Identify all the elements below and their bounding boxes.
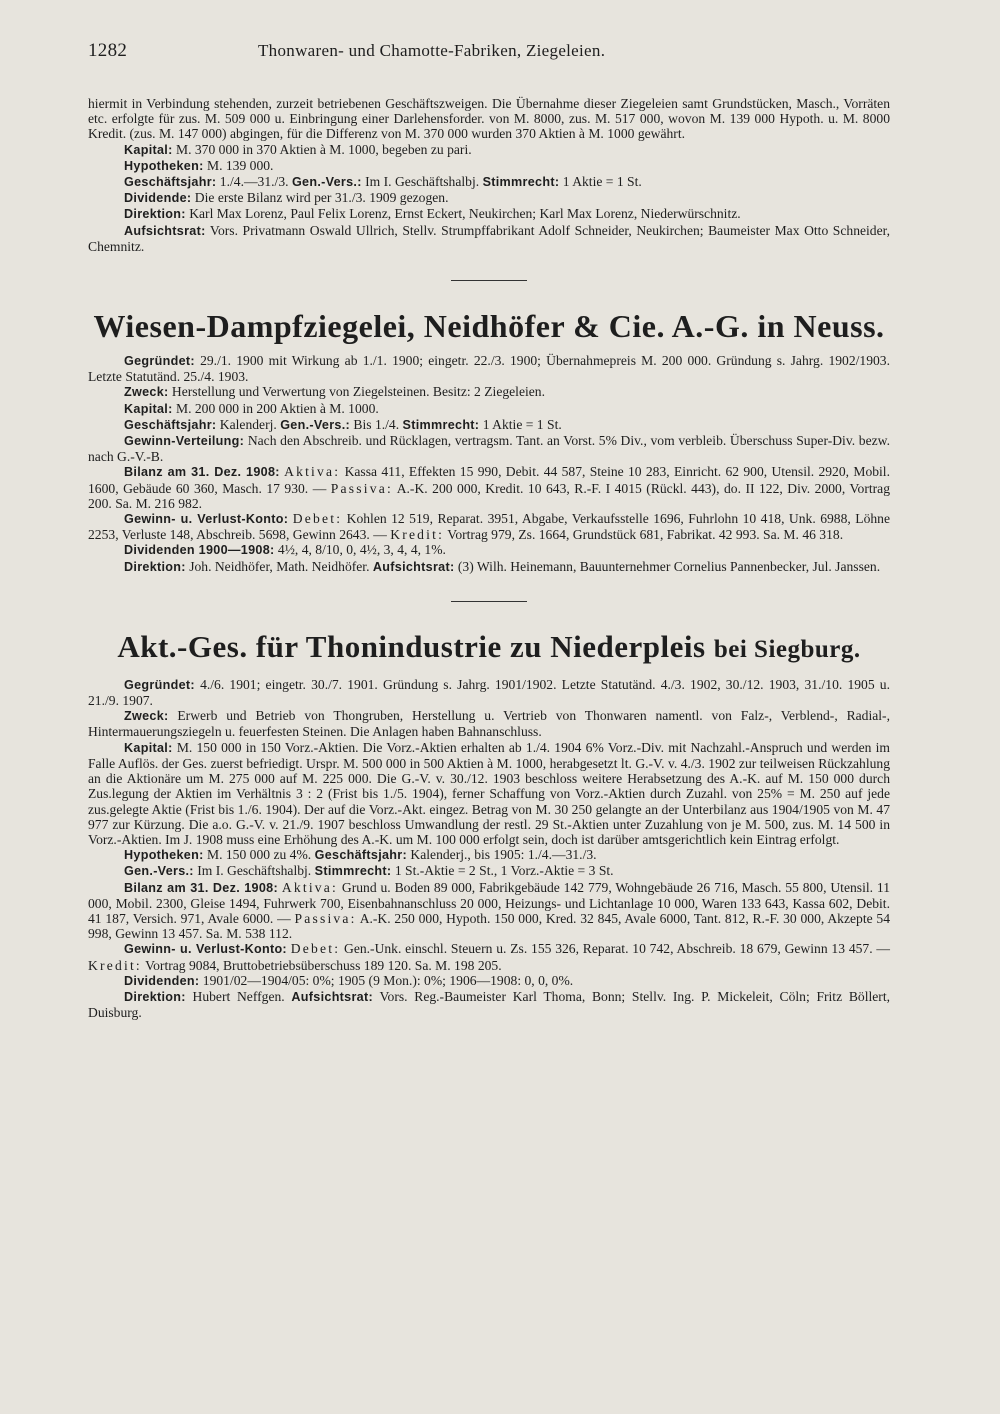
zweck-text: Erwerb und Betrieb von Thongruben, Herstellung u. Vertrieb von Thonwaren namentl. von Falz-, Verblend-, Radial-, Hintermauerungsziegeln u. feuerfesten Steinen. Die Anlagen haben Bahnanschluss.	[88, 708, 890, 740]
debet-text: Gen.-Unk. einschl. Steuern u. Zs. 155 326, Reparat. 10 742, Abschreib. 18 679, Gewinn 13 457. —	[344, 941, 891, 957]
gegruendet-label: Gegründet:	[124, 354, 195, 369]
stimmrecht-label: Stimmrecht:	[402, 417, 480, 432]
bilanz-label: Bilanz am 31. Dez. 1908:	[124, 465, 280, 480]
bilanz-label: Bilanz am 31. Dez. 1908:	[124, 880, 278, 895]
kapital-text: M. 150 000 in 150 Vorz.-Aktien. Die Vorz.-Aktien erhalten ab 1./4. 1904 6% Vorz.-Div. mit Nachzahl.-Anspruch und werden im Falle Auflös. der Ges. zuerst befriedigt. Urspr. M. 500 000 in 500 Aktien à M. 1000, herabgesetzt lt. G.-V. v. 4./3. 1902 zur teilweisen Rückzahlung an die Aktionäre um M. 275 000 auf M. 225 000. Die G.-V. v. 30./12. 1903 beschloss weitere Herabsetzung des A.-K. auf M. 150 000 durch Zus.legung der Aktien im Verhältnis 3 : 2 (Frist bis 1./5. 1904), ferner Schaffung von Vorz.-Aktien durch Zuzahl. von 25% = M. 250 auf jede zus.gelegte Aktie (Frist bis 1./6. 1904). Der auf die Vorz.-Akt. eingez. Betrag von M. 30 250 gelangte an der Unterbilanz aus 1904/1905 von M. 47 977 zur Kürzung. Die a.o. G.-V. v. 21./9. 1907 beschloss Umwandlung der restl. 29 St.-Aktien unter Zuzahlung von je M. 500, zus. M. 14 500 in Vorz.-Aktien. Im J. 1908 muss eine Erhöhung des A.-K. um M. 100 000 erfolgt sein, doch ist darüber amtsgerichtlich kein Eintrag erfolgt.	[88, 739, 890, 847]
zweck-line	[88, 708, 890, 739]
kapital-line	[88, 142, 890, 158]
stimmrecht-label: Stimmrecht:	[482, 175, 560, 190]
aktiva-word: Aktiva:	[284, 464, 341, 480]
guv-line	[88, 941, 890, 972]
kapital-text: M. 370 000 in 370 Aktien à M. 1000, begeben zu pari.	[176, 141, 472, 157]
geschaeftsjahr-label: Geschäftsjahr:	[124, 417, 217, 432]
gewinn-verteilung-line	[88, 433, 890, 464]
direktion-text: Joh. Neidhöfer, Math. Neidhöfer.	[189, 558, 370, 574]
dividende-line	[88, 190, 890, 206]
guv-line	[88, 511, 890, 542]
dividenden-line	[88, 973, 890, 989]
dividenden-label: Dividenden:	[124, 973, 200, 988]
hypotheken-text: M. 139 000.	[206, 157, 274, 173]
kredit-word: Kredit:	[88, 957, 142, 973]
dividenden-label: Dividenden 1900—1908:	[124, 543, 275, 558]
direktion-line	[88, 559, 890, 575]
company-title-main: Akt.-Ges. für Thonindustrie zu Niederpleis	[117, 628, 706, 664]
aktiva-text: Kassa 411, Effekten 15 990, Debit. 44 587, Steine 10 283, Einricht. 62 900, Utensil. 2920, Mobil. 1600, Gebäude 60 360, Masch. 17 930. —	[88, 464, 890, 496]
aktiva-text: Grund u. Boden 89 000, Fabrikgebäude 142 779, Wohngebäude 26 716, Masch. 55 800, Utensil. 11 000, Mobil. 2300, Gleise 1494, Fuhrwerk 700, Eisenbahnanschluss 20 000, Heizungs- und Lichtanlage 10 000, Waren 133 643, Kassa 602, Debit. 41 187, Versich. 971, Avale 6000. —	[88, 879, 890, 926]
geschaeftsjahr-label: Geschäftsjahr:	[124, 175, 217, 190]
stimmrecht-text: 1 Aktie = 1 St.	[482, 416, 562, 432]
zweck-label: Zweck:	[124, 709, 169, 724]
geschaeftsjahr-text: Kalenderj.	[219, 416, 277, 432]
kapital-label: Kapital:	[124, 740, 173, 755]
dividende-text: Die erste Bilanz wird per 31./3. 1909 gezogen.	[194, 190, 449, 206]
geschaeftsjahr-label: Geschäftsjahr:	[314, 848, 407, 863]
company-title-sub: bei Siegburg.	[713, 635, 861, 663]
hypotheken-text: M. 150 000 zu 4%.	[206, 847, 312, 863]
aufsichtsrat-text: Vors. Privatmann Oswald Ullrich, Stellv. Strumpffabrikant Adolf Schneider, Neukirchen; Baumeister Max Otto Schneider, Chemnitz.	[88, 222, 891, 254]
geschaeftsjahr-text: Kalenderj., bis 1905: 1./4.—31./3.	[410, 847, 597, 863]
passiva-word: Passiva:	[330, 480, 393, 496]
kapital-line	[88, 740, 890, 847]
gewinn-verteilung-text: Nach den Abschreib. und Rücklagen, vertragsm. Tant. an Vorst. 5% Div., vom verbleib. Überschuss Super-Div. bezw. nach G.-V.-B.	[88, 433, 890, 465]
direktion-text: Karl Max Lorenz, Paul Felix Lorenz, Ernst Eckert, Neukirchen; Karl Max Lorenz, Niederwürschnitz.	[189, 206, 741, 222]
gen-vers-text: Bis 1./4.	[353, 416, 400, 432]
guv-label: Gewinn- u. Verlust-Konto:	[124, 512, 289, 527]
company-title	[88, 628, 890, 669]
gewinn-verteilung-label: Gewinn-Verteilung:	[124, 434, 245, 449]
zweck-line	[88, 384, 890, 400]
gegruendet-text: 29./1. 1900 mit Wirkung ab 1./1. 1900; eingetr. 22./3. 1900; Übernahmepreis M. 200 000. Gründung s. Jahrg. 1902/1903. Letzte Statutänd. 25./4. 1903.	[88, 353, 890, 385]
kapital-label: Kapital:	[124, 401, 173, 416]
gegruendet-text: 4./6. 1901; eingetr. 30./7. 1901. Gründung s. Jahrg. 1901/1902. Letzte Statutänd. 4./3. 1902, 30./12. 1903, 31./10. 1905 u. 21./9. 1907.	[88, 676, 890, 709]
gen-vers-line	[88, 863, 890, 879]
passiva-text: A.-K. 250 000, Hypoth. 150 000, Kred. 32 845, Avale 6000, Tant. 812, R.-F. 30 000, Akzepte 54 998, Gewinn 13 457. Sa. M. 538 112.	[88, 910, 890, 942]
kredit-text: Vortrag 9084, Bruttobetriebsüberschuss 189 120. Sa. M. 198 205.	[145, 957, 502, 973]
direktion-label: Direktion:	[124, 559, 186, 574]
aufsichtsrat-text: (3) Wilh. Heinemann, Bauunternehmer Cornelius Pannenbecker, Jul. Janssen.	[457, 558, 881, 574]
stimmrecht-text: 1 Aktie = 1 St.	[562, 174, 642, 190]
gen-vers-text: Im I. Geschäftshalbj.	[365, 174, 480, 190]
aufsichtsrat-line	[88, 223, 890, 254]
gegruendet-line	[88, 353, 890, 384]
section-divider	[451, 280, 527, 281]
kapital-label: Kapital:	[124, 142, 173, 157]
stimmrecht-text: 1 St.-Aktie = 2 St., 1 Vorz.-Aktie = 3 St.	[394, 863, 614, 879]
debet-text: Kohlen 12 519, Reparat. 3951, Abgabe, Verkaufsstelle 1696, Fuhrlohn 10 418, Unk. 6988, Löhne 2253, Verluste 148, Abschreib. 5698, Gewinn 2643. —	[88, 511, 890, 543]
passiva-word: Passiva:	[294, 910, 357, 926]
entry-thonindustrie-niederpleis	[88, 628, 890, 1020]
aufsichtsrat-text: Vors. Reg.-Baumeister Karl Thoma, Bonn; Stellv. Ing. P. Mickeleit, Cöln; Fritz Böllert, Duisburg.	[88, 988, 890, 1021]
entry-wiesen-dampfziegelei	[88, 307, 890, 575]
gen-vers-label: Gen.-Vers.:	[124, 864, 194, 879]
bilanz-line	[88, 464, 890, 511]
gen-vers-text: Im I. Geschäftshalbj.	[197, 863, 312, 879]
entry-continued-intro: hiermit in Verbindung stehenden, zurzeit betriebenen Geschäftszweigen. Die Übernahme dieser Ziegeleien samt Grundstücken, Masch., Vorräten etc. erfolgte für zus. M. 509 000 u. Einbringung einer Darlehensforder. von M. 8000, zus. M. 517 000, wovon M. 139 000 Hypoth. u. M. 8000 Kredit. (zus. M. 147 000) abgingen, für die Differenz von M. 370 000 wurden 370 Aktien à M. 1000 gewährt.	[88, 96, 890, 142]
hypotheken-label: Hypotheken:	[124, 848, 204, 863]
direktion-label: Direktion:	[124, 989, 186, 1004]
company-title: Wiesen-Dampfziegelei, Neidhöfer & Cie. A.-G. in Neuss.	[93, 308, 885, 345]
aktiva-word: Aktiva:	[281, 879, 339, 895]
hypotheken-label: Hypotheken:	[124, 158, 204, 173]
aufsichtsrat-label: Aufsichtsrat:	[372, 559, 455, 574]
running-title: Thonwaren- und Chamotte-Fabriken, Ziegeleien.	[258, 41, 606, 60]
hypotheken-line	[88, 847, 890, 863]
kapital-line	[88, 401, 890, 417]
aufsichtsrat-label: Aufsichtsrat:	[124, 223, 206, 238]
dividenden-line	[88, 542, 890, 558]
dividende-label: Dividende:	[124, 191, 192, 206]
kredit-word: Kredit:	[390, 527, 445, 543]
hypotheken-line	[88, 158, 890, 174]
dividenden-text: 1901/02—1904/05: 0%; 1905 (9 Mon.): 0%; 1906—1908: 0, 0, 0%.	[202, 972, 574, 988]
gen-vers-label: Gen.-Vers.:	[280, 417, 350, 432]
passiva-text: A.-K. 200 000, Kredit. 10 643, R.-F. I 4015 (Rückl. 443), do. II 122, Div. 2000, Vortrag 200. Sa. M. 216 982.	[88, 480, 890, 511]
geschaeftsjahr-text: 1./4.—31./3.	[219, 174, 289, 190]
direktion-text: Hubert Neffgen.	[192, 988, 285, 1004]
page-number: 1282	[88, 40, 128, 61]
bilanz-line	[88, 880, 890, 942]
guv-label: Gewinn- u. Verlust-Konto:	[124, 942, 287, 957]
section-divider	[451, 601, 527, 602]
kapital-text: M. 200 000 in 200 Aktien à M. 1000.	[176, 400, 379, 416]
direktion-label: Direktion:	[124, 207, 186, 222]
zweck-label: Zweck:	[124, 385, 169, 400]
stimmrecht-label: Stimmrecht:	[314, 864, 392, 879]
gen-vers-label: Gen.-Vers.:	[291, 175, 362, 190]
direktion-line	[88, 989, 890, 1020]
aufsichtsrat-label: Aufsichtsrat:	[291, 989, 373, 1004]
page-header	[88, 40, 890, 62]
gegruendet-label: Gegründet:	[124, 677, 195, 692]
kredit-text: Vortrag 979, Zs. 1664, Grundstück 681, Fabrikat. 42 993. Sa. M. 46 318.	[447, 527, 844, 543]
geschaeftsjahr-line	[88, 174, 890, 190]
gegruendet-line	[88, 677, 890, 708]
debet-word: Debet:	[290, 941, 341, 957]
entry-continued	[88, 96, 890, 254]
geschaeftsjahr-line	[88, 417, 890, 433]
zweck-text: Herstellung und Verwertung von Ziegelsteinen. Besitz: 2 Ziegeleien.	[171, 384, 546, 400]
debet-word: Debet:	[292, 511, 343, 527]
dividenden-text: 4½, 4, 8/10, 0, 4½, 3, 4, 4, 1%.	[277, 542, 446, 558]
direktion-line	[88, 206, 890, 222]
